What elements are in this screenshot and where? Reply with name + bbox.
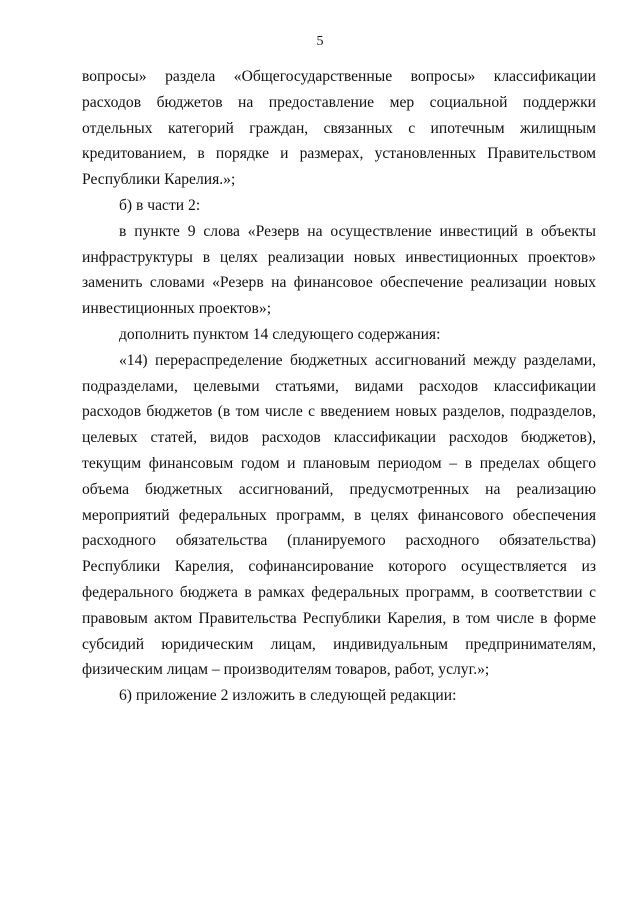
- document-body: [82, 64, 596, 709]
- paragraph-appendix-2: 6) приложение 2 изложить в следующей редакции:: [119, 687, 457, 705]
- page-number: 5: [316, 34, 324, 49]
- paragraph-part-2-heading: б) в части 2:: [119, 196, 201, 214]
- paragraph-item-9-amendment: в пункте 9 слова «Резерв на осуществление инвестиций в объекты инфраструктуры в целях реализации новых инвестиционных проектов» заменить словами «Резерв на финансовое обеспечение реализации новых инвестиционных проектов»;: [82, 222, 596, 318]
- paragraph-item-14-text: «14) перераспределение бюджетных ассигнований между разделами, подразделами, целевыми статьями, видами расходов классификации расходов бюджетов (в том числе с введением новых разделов, подразделов, целевых статей, видов расходов классификации расходов бюджетов), текущим финансовым годом и плановым периодом – в пределах общего объема бюджетных ассигнований, предусмотренных на реализацию мероприятий федеральных программ, в целях финансового обеспечения расходного обязательства (планируемого расходного обязательства) Республики Карелия, софинансирование которого осуществляется из федерального бюджета в рамках федеральных программ, в соответствии с правовым актом Правительства Республики Карелия, в том числе в форме субсидий юридическим лицам, индивидуальным предпринимателям, физическим лицам – производителям товаров, работ, услуг.»;: [82, 351, 596, 679]
- paragraph-add-item-14: дополнить пунктом 14 следующего содержания:: [119, 325, 441, 343]
- paragraph-continuation: вопросы» раздела «Общегосударственные вопросы» классификации расходов бюджетов на предоставление мер социальной поддержки отдельных категорий граждан, связанных с ипотечным жилищным кредитованием, в порядке и размерах, установленных Правительством Республики Карелия.»;: [82, 68, 596, 189]
